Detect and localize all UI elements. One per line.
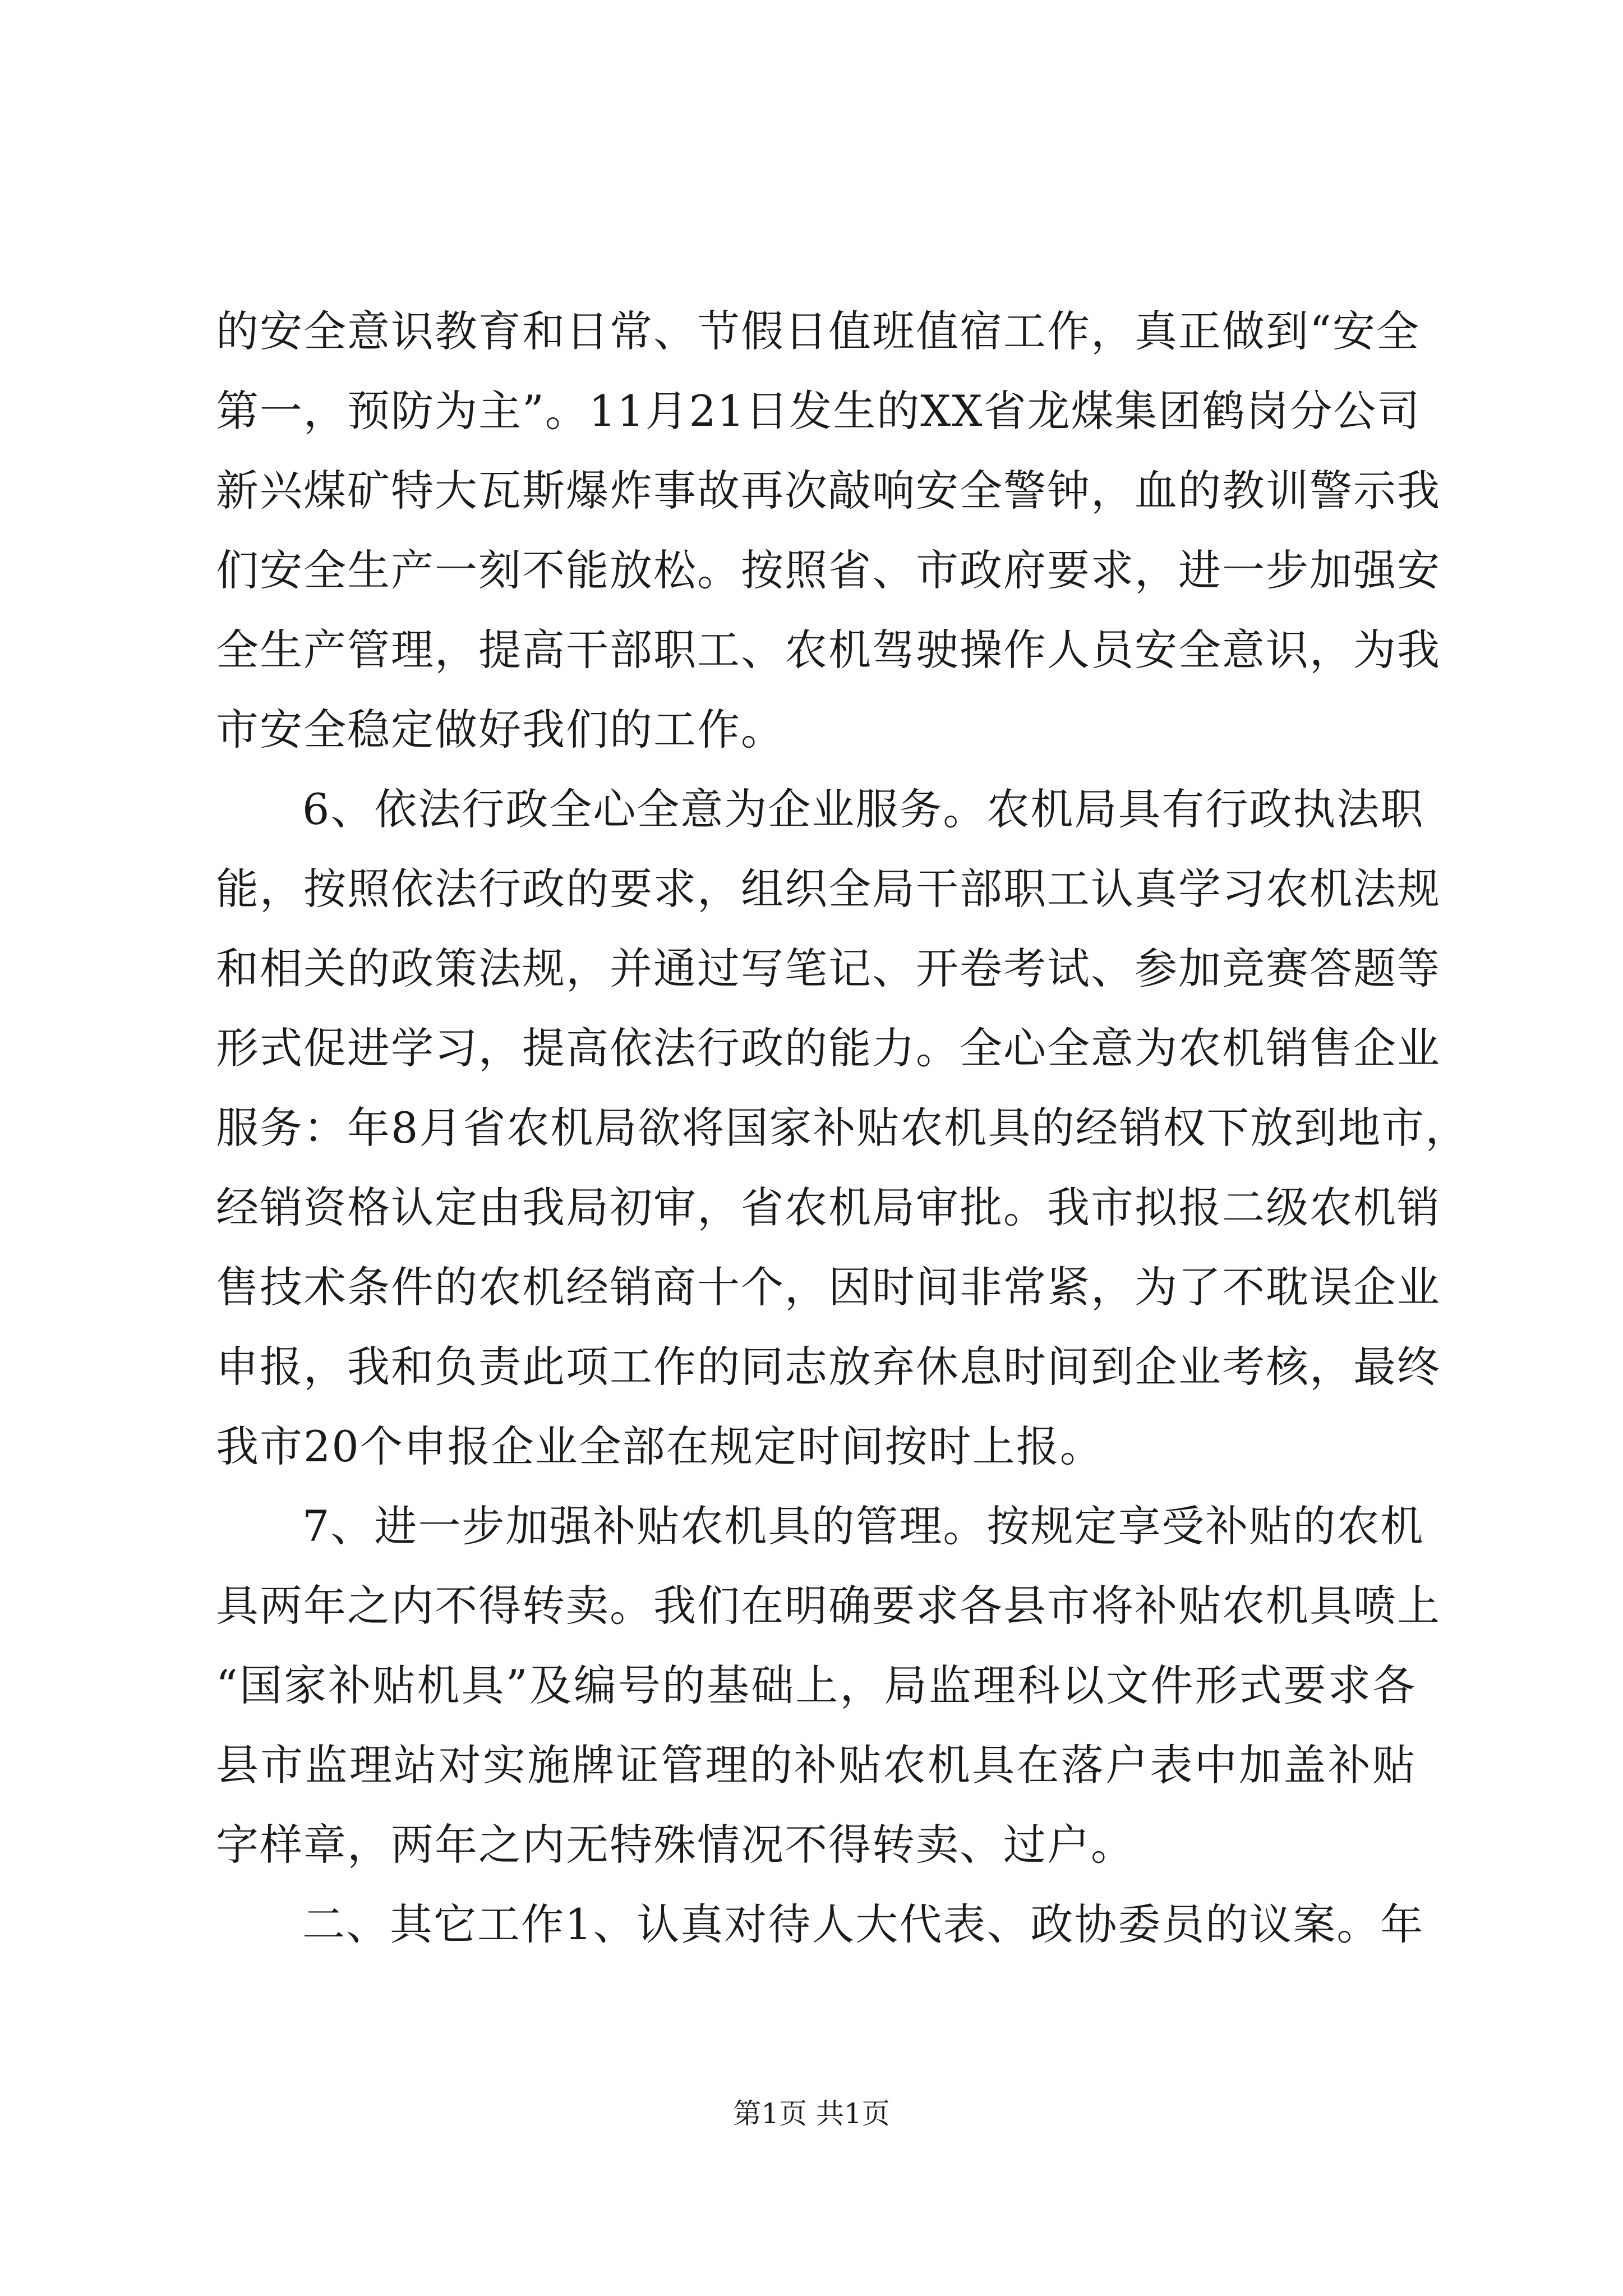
body-line: 和相关的政策法规，并通过写笔记、开卷考试、参加竞赛答题等 [216,944,1441,993]
paragraph-6-first-line: 6、依法行政全心全意为企业服务。农机局具有行政执法职 [302,784,1424,834]
body-line: 新兴煤矿特大瓦斯爆炸事故再次敲响安全警钟，血的教训警示我 [216,466,1441,516]
paragraph-7-first-line: 7、进一步加强补贴农机具的管理。按规定享受补贴的农机 [302,1501,1424,1551]
body-line: 售技术条件的农机经销商十个，因时间非常紧，为了不耽误企业 [216,1262,1441,1312]
body-line: 经销资格认定由我局初审，省农机局审批。我市拟报二级农机销 [216,1182,1441,1232]
body-line: “国家补贴机具”及编号的基础上，局监理科以文件形式要求各 [216,1660,1416,1710]
body-line: 具两年之内不得转卖。我们在明确要求各县市将补贴农机具喷上 [216,1581,1441,1631]
body-line: 能，按照依法行政的要求，组织全局干部职工认真学习农机法规 [216,864,1441,914]
body-line: 形式促进学习，提高依法行政的能力。全心全意为农机销售企业 [216,1023,1441,1073]
body-line: 们安全生产一刻不能放松。按照省、市政府要求，进一步加强安 [216,545,1441,595]
body-line: 第一，预防为主”。11月21日发生的XX省龙煤集团鹤岗分公司 [216,386,1421,436]
body-line: 的安全意识教育和日常、节假日值班值宿工作，真正做到“安全 [216,306,1420,356]
body-line: 全生产管理，提高干部职工、农机驾驶操作人员安全意识，为我 [216,625,1441,675]
body-line: 县市监理站对实施牌证管理的补贴农机具在落户表中加盖补贴 [216,1740,1416,1790]
body-line: 服务：年8月省农机局欲将国家补贴农机具的经销权下放到地市， [216,1103,1469,1153]
section-2-first-line: 二、其它工作1、认真对待人大代表、政协委员的议案。年 [302,1899,1424,1949]
body-line: 我市20个申报企业全部在规定时间按时上报。 [216,1421,1104,1471]
page-footer: 第1页 共1页 [733,2097,890,2130]
document-body [216,292,1469,1964]
body-line: 字样章，两年之内无特殊情况不得转卖、过户。 [216,1820,1135,1870]
body-line: 申报，我和负责此项工作的同志放弃休息时间到企业考核，最终 [216,1342,1441,1392]
body-line: 市安全稳定做好我们的工作。 [216,705,785,754]
